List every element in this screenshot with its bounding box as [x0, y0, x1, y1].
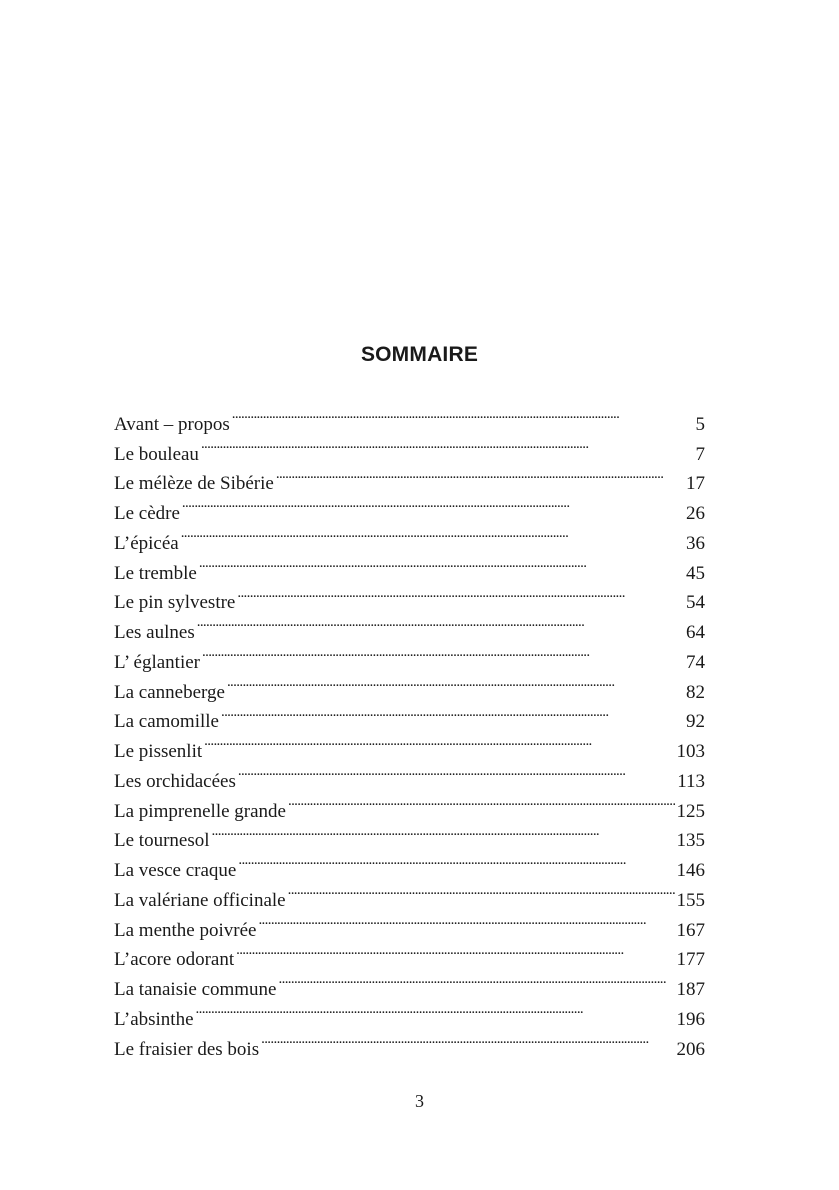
toc-entry-title: Les orchidacées: [114, 770, 236, 792]
page-title: SOMMAIRE: [360, 343, 479, 366]
dot-leader: [232, 400, 694, 430]
toc-entry: [114, 549, 705, 584]
toc-entry-title: L’ églantier: [114, 651, 200, 673]
toc-entry-title: L’acore odorant: [114, 949, 235, 971]
toc-entry-title: Le cèdre: [114, 503, 180, 524]
toc-entry-title: Le tournesol: [114, 830, 210, 852]
toc-entry-page: 196: [676, 1008, 705, 1030]
toc-entry-page: 155: [676, 889, 705, 911]
toc-entry-title: La canneberge: [114, 681, 225, 703]
toc-entry: [114, 579, 705, 614]
dot-leader: [182, 489, 684, 519]
toc-entry: [114, 460, 705, 495]
toc-entry-page: 5: [695, 413, 705, 435]
toc-entry-title: La valériane officinale: [114, 889, 286, 911]
toc-entry-page: 82: [686, 681, 705, 703]
toc-entry-title: La camomille: [114, 711, 219, 733]
toc-entry-title: Les aulnes: [114, 622, 195, 643]
toc-entry: [114, 638, 705, 673]
toc-entry-title: La vesce craque: [114, 860, 237, 881]
dot-leader: [202, 638, 684, 668]
toc-entry-page: 7: [695, 443, 705, 465]
toc-entry-page: 125: [676, 800, 705, 822]
dot-leader: [197, 608, 684, 638]
toc-entry-page: 177: [676, 949, 705, 971]
dot-leader: [181, 519, 684, 549]
dot-leader: [288, 876, 675, 906]
dot-leader: [261, 1025, 674, 1055]
dot-leader: [221, 698, 684, 728]
toc-entry-page: 113: [677, 770, 705, 792]
dot-leader: [279, 965, 675, 995]
toc-entry-page: 54: [686, 592, 705, 614]
dot-leader: [196, 995, 675, 1025]
toc-entry-title: La pimprenelle grande: [114, 800, 286, 822]
toc-entry-title: Le pissenlit: [114, 741, 203, 762]
dot-leader: [258, 906, 674, 936]
dot-leader: [212, 817, 675, 847]
dot-leader: [237, 579, 684, 609]
toc-entry-page: 36: [686, 532, 705, 554]
toc-entry-title: La menthe poivrée: [114, 919, 257, 941]
toc-entry: [114, 400, 705, 435]
toc-entry-page: 74: [686, 651, 705, 673]
toc-entry: [114, 995, 705, 1030]
dot-leader: [199, 549, 684, 579]
toc-entry-title: L’épicéa: [114, 532, 179, 554]
dot-leader: [238, 757, 675, 787]
dot-leader: [236, 936, 674, 966]
toc-entry-page: 167: [676, 919, 705, 941]
toc-entry: [114, 608, 705, 643]
toc-entry: [114, 1025, 705, 1060]
toc-entry-title: Le mélèze de Sibérie: [114, 473, 274, 495]
toc-entry-title: Le tremble: [114, 562, 197, 584]
toc-entry-page: 103: [676, 741, 705, 762]
toc-entry-title: Le fraisier des bois: [114, 1038, 260, 1060]
dot-leader: [227, 668, 684, 698]
toc-entry-page: 64: [686, 622, 705, 643]
table-of-contents: [114, 400, 705, 1060]
dot-leader: [201, 430, 694, 460]
toc-entry-title: Avant – propos: [114, 413, 230, 435]
dot-leader: [204, 727, 674, 757]
toc-entry: [114, 430, 705, 465]
toc-entry-page: 135: [676, 830, 705, 852]
toc-entry-title: L’absinthe: [114, 1008, 194, 1030]
toc-entry-page: 26: [686, 503, 705, 524]
toc-entry: [114, 489, 705, 524]
dot-leader: [238, 846, 674, 876]
toc-entry-page: 45: [686, 562, 705, 584]
toc-entry-page: 92: [686, 711, 705, 733]
toc-entry-page: 146: [676, 860, 705, 881]
dot-leader: [288, 787, 675, 817]
toc-entry: [114, 519, 705, 554]
toc-entry: [114, 668, 705, 703]
toc-entry-page: 206: [676, 1038, 705, 1060]
toc-entry-title: Le pin sylvestre: [114, 592, 236, 614]
toc-entry-page: 187: [676, 979, 705, 1000]
dot-leader: [276, 460, 684, 490]
toc-entry-page: 17: [686, 473, 705, 495]
page-number: 3: [415, 1091, 424, 1111]
toc-entry-title: La tanaisie commune: [114, 979, 277, 1000]
toc-entry-title: Le bouleau: [114, 443, 199, 465]
